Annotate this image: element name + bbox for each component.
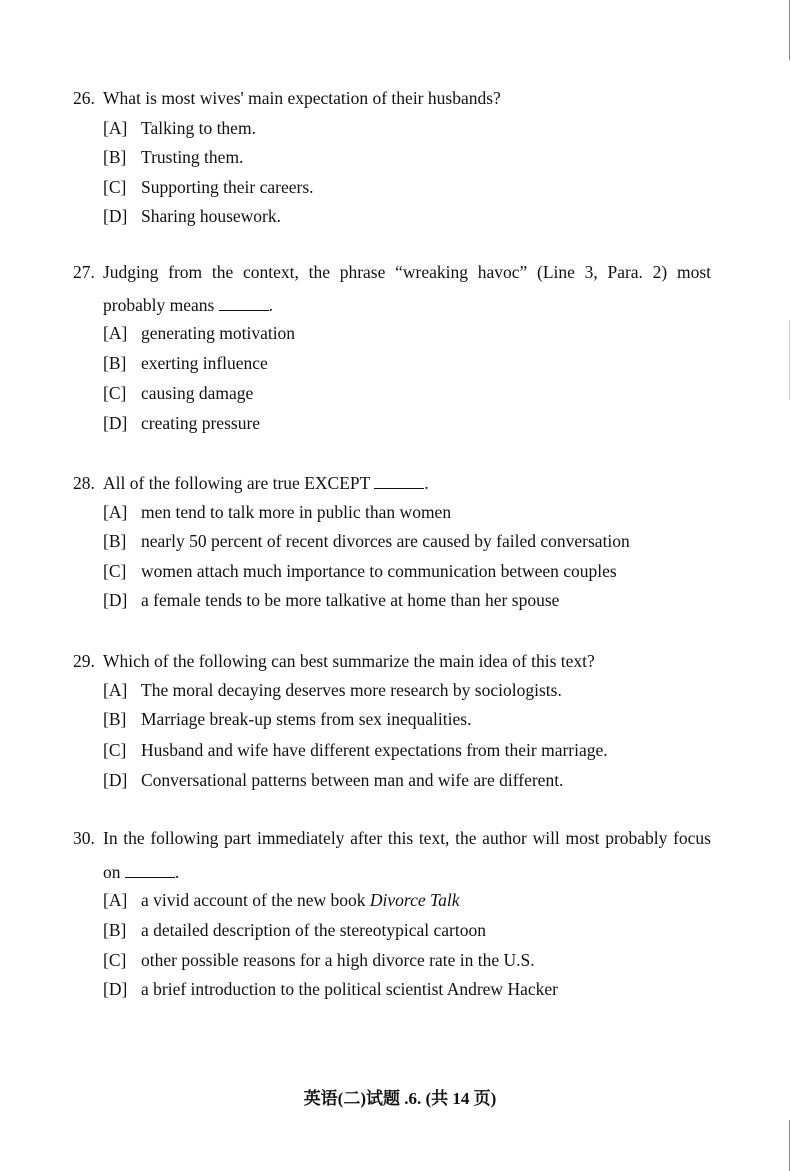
option-text: causing damage — [141, 383, 254, 403]
option-b — [103, 920, 486, 940]
option-text: men tend to talk more in public than women — [141, 502, 452, 522]
option-d — [103, 413, 260, 433]
option-text: a female tends to be more talkative at home than her spouse — [141, 590, 560, 610]
option-a — [103, 890, 460, 910]
option-b — [103, 709, 471, 729]
scan-edge-line — [789, 1120, 790, 1171]
question-number: 26. — [73, 88, 95, 108]
option-letter: [D] — [103, 979, 128, 999]
option-text: exerting influence — [141, 353, 268, 373]
option-a — [103, 323, 295, 343]
option-text: Sharing housework. — [141, 206, 281, 226]
question-text-span: Judging from the context, the phrase “wreaking havoc” (Line 3, Para. 2) most — [103, 262, 711, 282]
option-text: a vivid account of the new book — [141, 890, 366, 910]
option-text: The moral decaying deserves more research by sociologists. — [141, 680, 562, 700]
option-a — [103, 502, 451, 522]
option-b — [103, 147, 243, 167]
option-letter: [B] — [103, 147, 127, 167]
option-letter: [D] — [103, 770, 128, 790]
option-letter: [B] — [103, 920, 127, 940]
answer-blank — [219, 296, 269, 311]
option-text: nearly 50 percent of recent divorces are caused by failed conversation — [141, 531, 630, 551]
option-text: Talking to them. — [141, 118, 256, 138]
option-a — [103, 118, 256, 138]
option-b — [103, 353, 268, 373]
option-d — [103, 206, 281, 226]
answer-blank — [374, 474, 424, 489]
option-letter: [B] — [103, 531, 127, 551]
question-text-span: probably means — [103, 295, 215, 315]
question-text-span: All of the following are true EXCEPT — [103, 473, 370, 493]
question-text — [103, 651, 595, 671]
option-b — [103, 531, 630, 551]
option-text: women attach much importance to communication between couples — [141, 561, 617, 581]
question-text: probably means . — [103, 295, 274, 315]
option-letter: [A] — [103, 890, 128, 910]
answer-blank — [125, 863, 175, 878]
option-d — [103, 590, 559, 610]
option-c — [103, 740, 608, 760]
option-a — [103, 680, 562, 700]
question-text — [103, 88, 501, 108]
option-text: a detailed description of the stereotypical cartoon — [141, 920, 487, 940]
option-d — [103, 979, 558, 999]
option-letter: [C] — [103, 177, 127, 197]
option-letter: [A] — [103, 118, 128, 138]
question-number: 28. — [73, 473, 95, 493]
option-letter: [D] — [103, 413, 128, 433]
question-number: 27. — [73, 262, 95, 282]
question-text-span: Which of the following can best summarize the main idea of this text? — [103, 651, 595, 671]
question-text: All of the following are true EXCEPT . — [103, 473, 429, 493]
option-letter: [A] — [103, 680, 128, 700]
option-letter: [C] — [103, 950, 127, 970]
option-c — [103, 950, 535, 970]
option-text: Supporting their careers. — [141, 177, 314, 197]
option-text: Trusting them. — [141, 147, 244, 167]
scan-edge-line — [789, 0, 790, 60]
option-c — [103, 561, 617, 581]
question-text-span: What is most wives' main expectation of their husbands? — [103, 88, 501, 108]
option-letter: [B] — [103, 709, 127, 729]
book-title: Divorce Talk — [369, 890, 460, 910]
question-text-span: on — [103, 862, 121, 882]
scan-edge-line — [789, 320, 790, 400]
question-text: on . — [103, 862, 180, 882]
option-text: other possible reasons for a high divorce rate in the U.S. — [141, 950, 535, 970]
option-letter: [A] — [103, 502, 128, 522]
option-text: generating motivation — [141, 323, 296, 343]
option-d — [103, 770, 563, 790]
option-text: a brief introduction to the political scientist Andrew Hacker — [141, 979, 558, 999]
question-text — [103, 828, 711, 848]
question-text-span: In the following part immediately after this text, the author will most probably focus — [103, 828, 711, 848]
option-text: Conversational patterns between man and wife are different. — [141, 770, 564, 790]
option-text: Marriage break-up stems from sex inequalities. — [141, 709, 472, 729]
option-letter: [D] — [103, 206, 128, 226]
page-footer: 英语(二)试题 .6. (共 14 页) — [303, 1089, 497, 1108]
option-letter: [C] — [103, 561, 127, 581]
option-text: creating pressure — [141, 413, 261, 433]
option-c — [103, 177, 314, 197]
option-letter: [B] — [103, 353, 127, 373]
question-number: 29. — [73, 651, 95, 671]
option-c — [103, 383, 253, 403]
question-number: 30. — [73, 828, 95, 848]
option-letter: [A] — [103, 323, 128, 343]
option-text: Husband and wife have different expectations from their marriage. — [141, 740, 608, 760]
option-letter: [C] — [103, 383, 127, 403]
option-letter: [D] — [103, 590, 128, 610]
question-text — [103, 262, 711, 282]
option-letter: [C] — [103, 740, 127, 760]
